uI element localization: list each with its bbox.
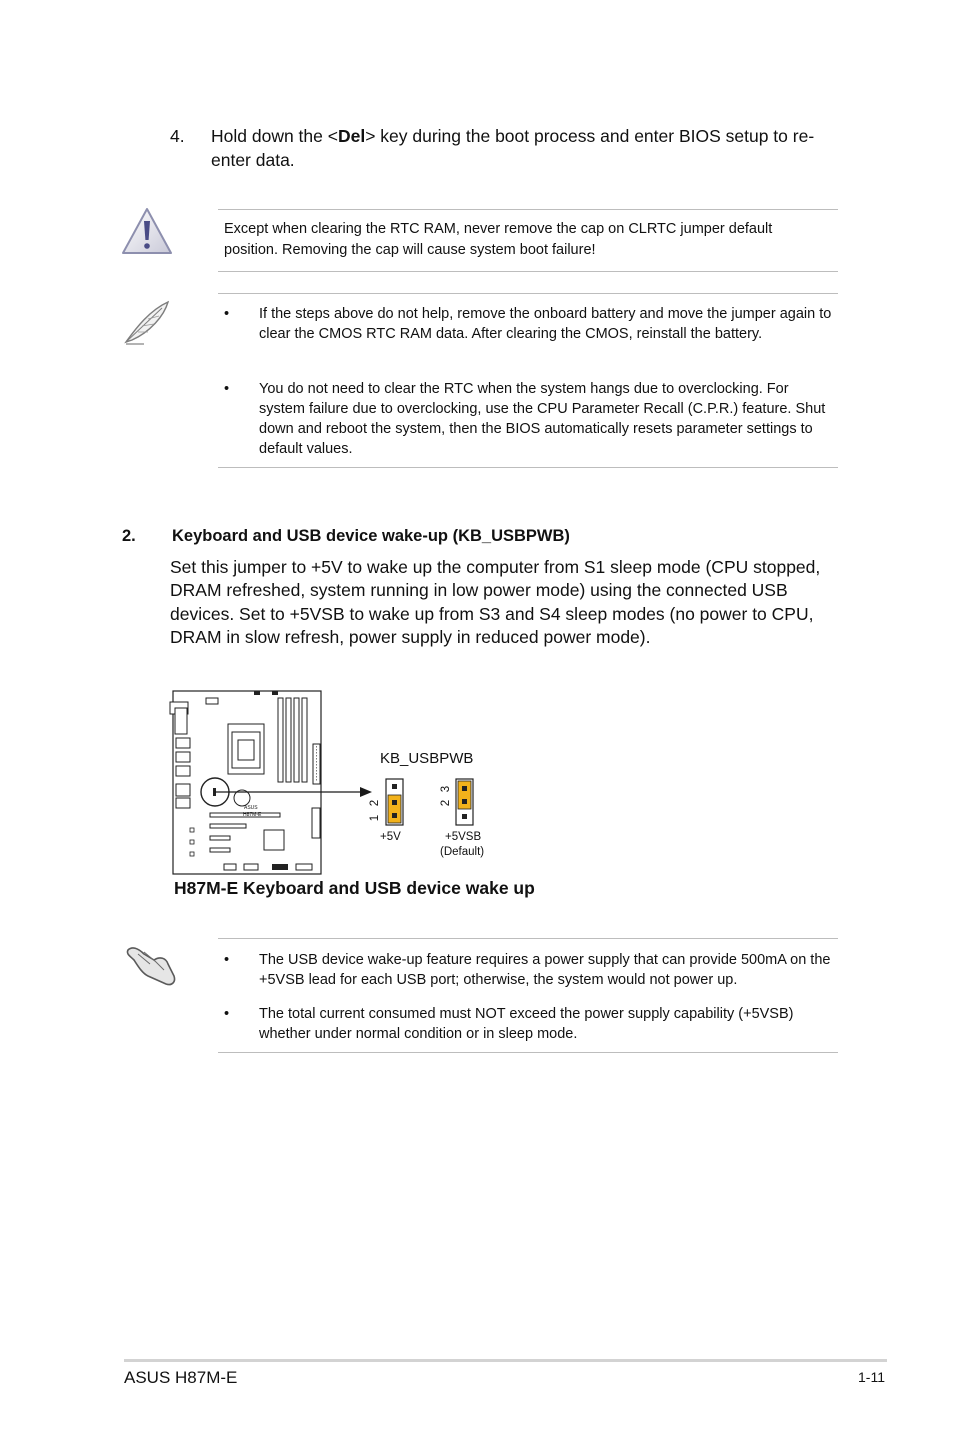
- pin-number-label: 3: [440, 785, 453, 793]
- bullet-dot: •: [224, 306, 230, 322]
- bullet-dot: •: [224, 381, 230, 397]
- motherboard-layout-diagram: [168, 688, 328, 878]
- important-bullet-text: The total current consumed must NOT exceed the power supply capability (+5VSB) whether under normal condition or in sleep mode.: [259, 1006, 794, 1042]
- step-key: Del: [337, 126, 366, 146]
- quill-pen-icon: [122, 298, 172, 348]
- section-body: Set this jumper to +5V to wake up the computer from S1 sleep mode (CPU stopped, DRAM refreshed, system running in low power mode) using the connected USB devices. Set to +5VSB to wake up from S3 and S4 sleep modes (no power to CPU, DRAM in slow refresh, power supply in reduced power mode).: [170, 557, 821, 647]
- jumper-pins-1-2: [385, 778, 405, 826]
- section-number: 2.: [122, 527, 136, 545]
- footer-rule: [124, 1359, 887, 1362]
- caution-text: Except when clearing the RTC RAM, never remove the cap on CLRTC jumper default position. Removing the cap will cause system boot failure!: [224, 221, 773, 258]
- pin-number-label: 1: [369, 814, 382, 822]
- step-text: [211, 124, 821, 172]
- important-top-rule: [218, 938, 838, 939]
- important-bullet-text: The USB device wake-up feature requires a power supply that can provide 500mA on the +5VSB lead for each USB port; otherwise, the system would not power up.: [259, 952, 831, 988]
- figure-caption: H87M-E Keyboard and USB device wake up: [174, 878, 535, 898]
- important-bottom-rule: [218, 1052, 838, 1053]
- hand-icon: [124, 940, 180, 990]
- note-bullet-text: You do not need to clear the RTC when the system hangs due to overclocking. For system failure due to overclocking, use the CPU Parameter Recall (C.P.R.) feature. Shut down and reboot the system, then the BIOS automatically resets parameter settings to default values.: [259, 381, 826, 457]
- note-bottom-rule: [218, 467, 838, 468]
- setting-label-5vsb: +5VSB: [445, 831, 482, 843]
- caution-top-rule: [218, 209, 838, 210]
- caution-bottom-rule: [218, 271, 838, 272]
- board-silkscreen-label: ASUS: [244, 805, 258, 811]
- jumper-label: KB_USBPWB: [380, 750, 474, 767]
- setting-default-label: (Default): [440, 846, 485, 858]
- board-model-silkscreen: H87M-E: [243, 812, 262, 818]
- jumper-pins-2-3: [455, 778, 475, 826]
- bullet-dot: •: [224, 1006, 230, 1022]
- step-text-before: Hold down the <: [211, 126, 338, 146]
- step-text-after: > key during the boot process and enter BIOS setup to re-enter data.: [211, 126, 815, 170]
- footer-page-number: 1-11: [858, 1369, 885, 1385]
- note-top-rule: [218, 293, 838, 294]
- note-bullet-text: If the steps above do not help, remove the onboard battery and move the jumper again to clear the CMOS RTC RAM data. After clearing the CMOS, reinstall the battery.: [259, 306, 832, 342]
- pin-number-label: 2: [440, 799, 453, 807]
- setting-label-5v: +5V: [380, 831, 401, 843]
- step-number: 4.: [170, 126, 185, 146]
- bullet-dot: •: [224, 952, 230, 968]
- pointer-arrow: [214, 784, 374, 800]
- pin-number-label: 2: [369, 799, 382, 807]
- warning-icon: [120, 206, 174, 258]
- footer-product: ASUS H87M-E: [124, 1368, 238, 1387]
- section-title: Keyboard and USB device wake-up (KB_USBPWB): [172, 527, 570, 545]
